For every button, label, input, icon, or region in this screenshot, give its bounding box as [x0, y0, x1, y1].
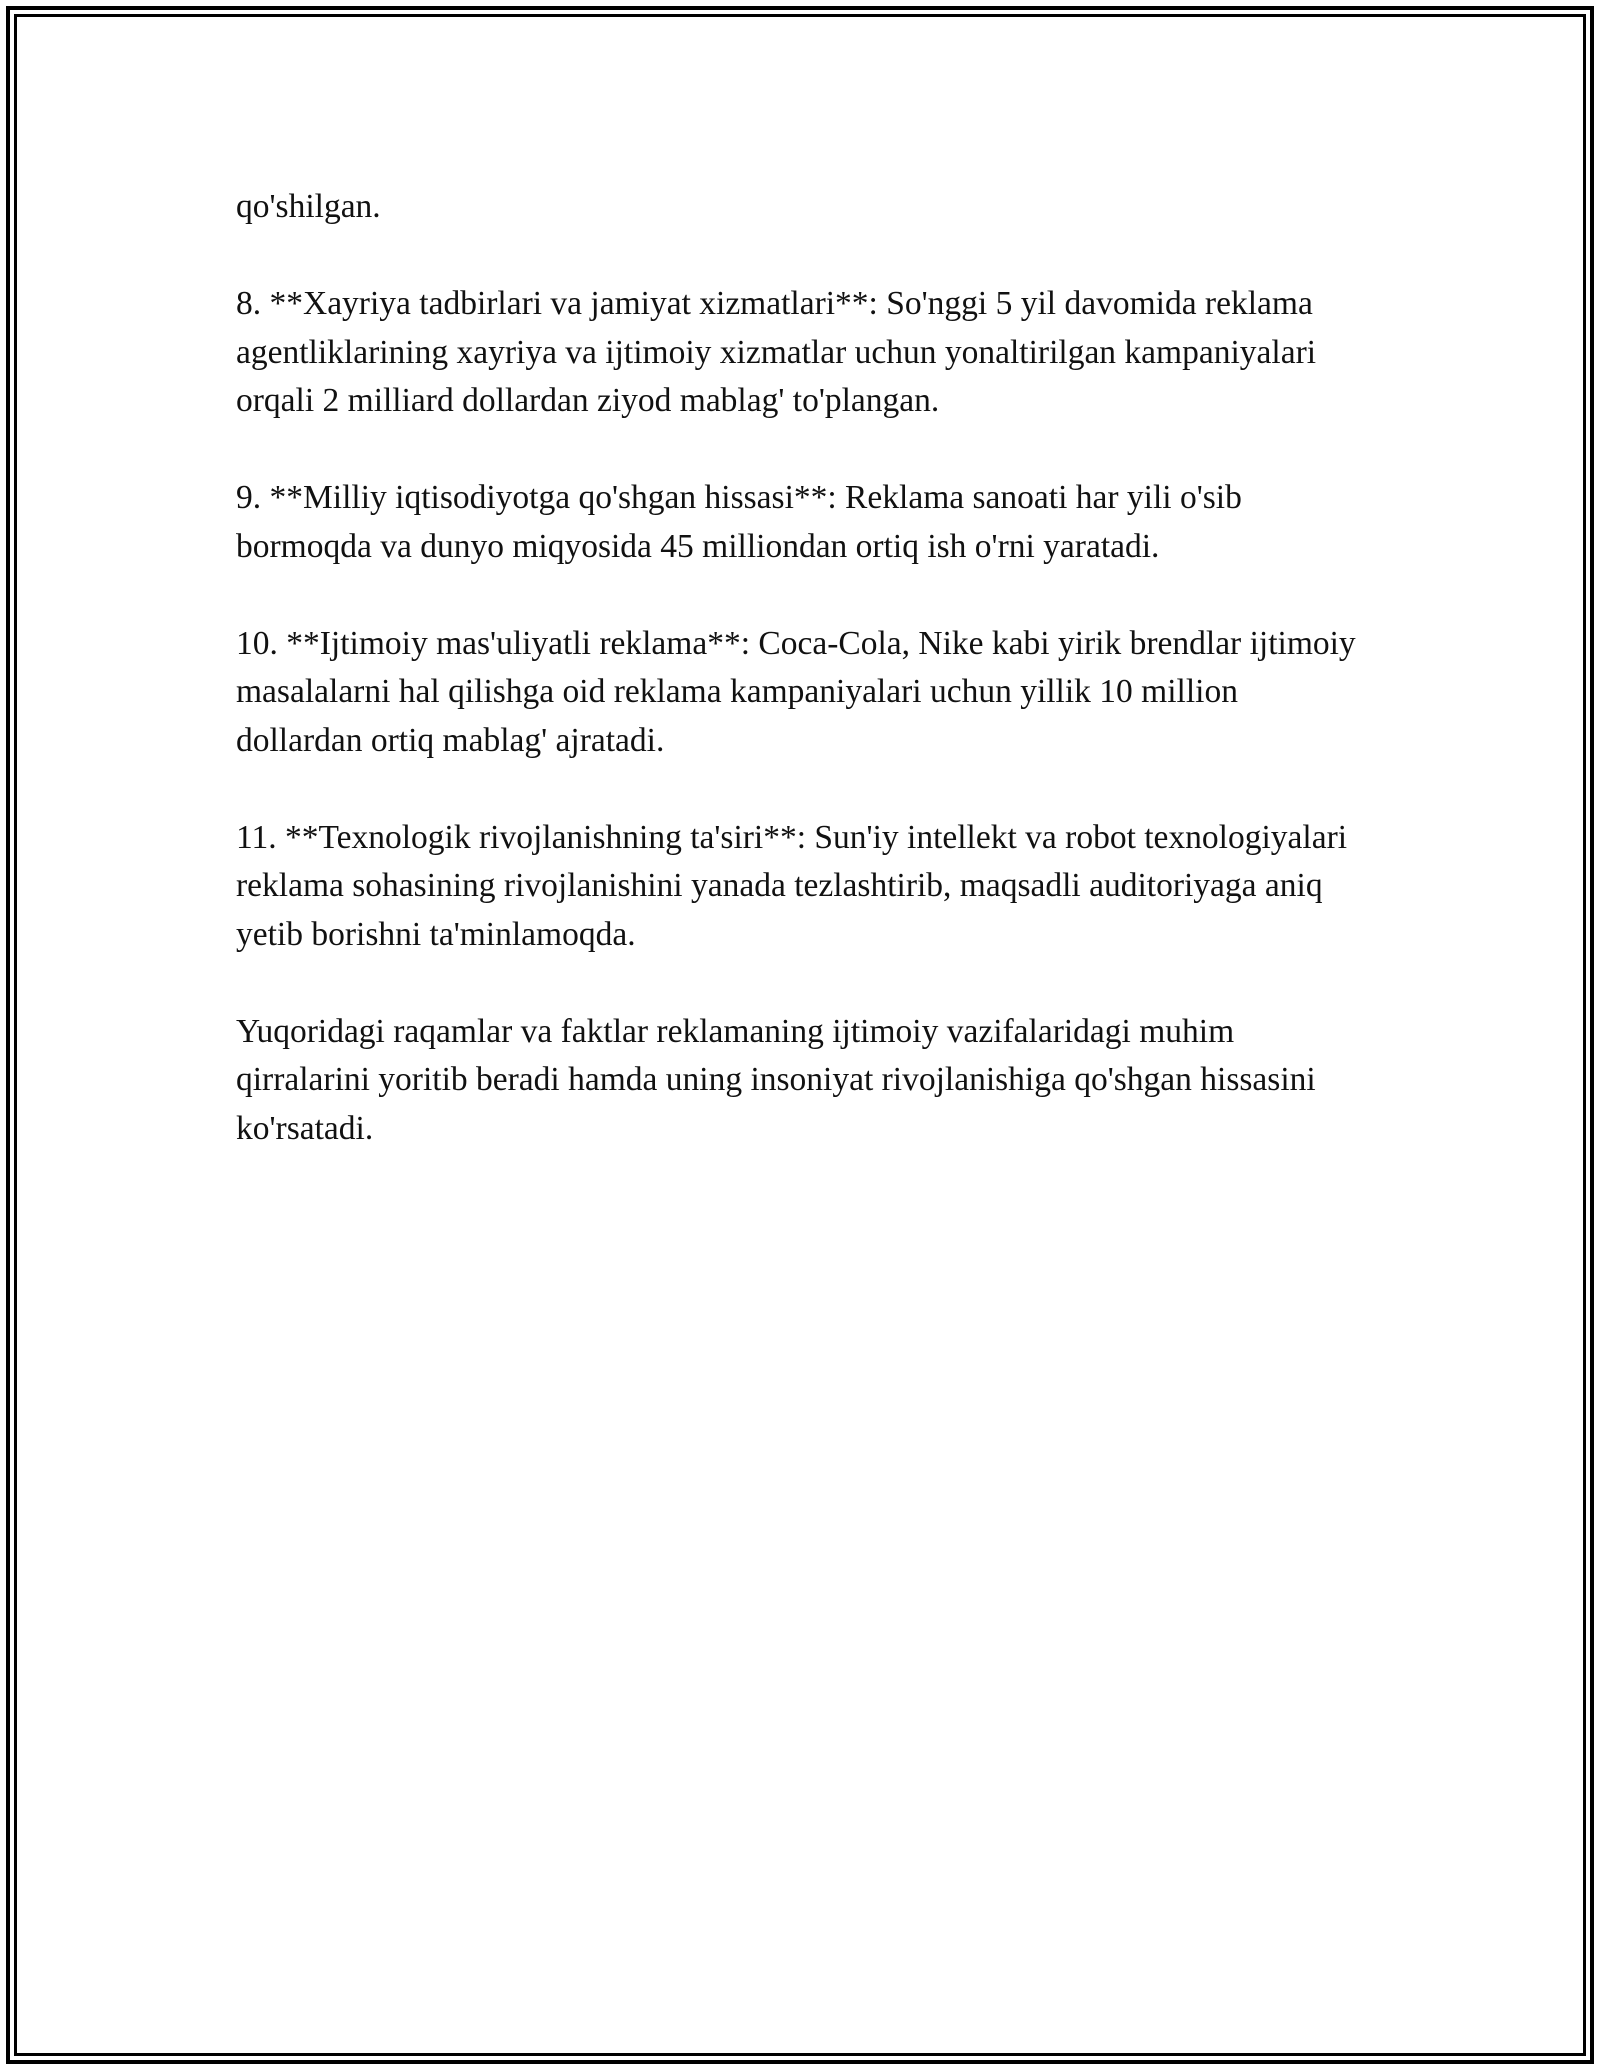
paragraph-item-11: 11. **Texnologik rivojlanishning ta'siri**: Sun'iy intellekt va robot texnologiyalari reklama sohasining rivojlanishini yanada tezlashtirib, maqsadli auditoriyaga aniq yetib borishni ta'minlamoqda.: [236, 818, 1348, 953]
paragraph-continuation: qo'shilgan.: [236, 188, 381, 225]
paragraph-item-9: 9. **Milliy iqtisodiyotga qo'shgan hissasi**: Reklama sanoati har yili o'sib bormoqda va dunyo miqyosida 45 milliondan ortiq ish o'rni yaratadi.: [236, 479, 1242, 565]
paragraph-item-10: 10. **Ijtimoiy mas'uliyatli reklama**: Coca-Cola, Nike kabi yirik brendlar ijtimoiy masalalarni hal qilishga oid reklama kampaniyalari uchun yillik 10 million dollardan ortiq mablag' ajratadi.: [236, 624, 1356, 759]
paragraph-conclusion: Yuqoridagi raqamlar va faktlar reklamaning ijtimoiy vazifalaridagi muhim qirralarini yoritib beradi hamda uning insoniyat rivojlanishiga qo'shgan hissasini ko'rsatadi.: [236, 1012, 1316, 1147]
document-body: [236, 183, 1366, 1153]
paragraph-item-8: 8. **Xayriya tadbirlari va jamiyat xizmatlari**: So'nggi 5 yil davomida reklama agentliklarining xayriya va ijtimoiy xizmatlar uchun yonaltirilgan kampaniyalari orqali 2 milliard dollardan ziyod mablag' to'plangan.: [236, 285, 1317, 419]
